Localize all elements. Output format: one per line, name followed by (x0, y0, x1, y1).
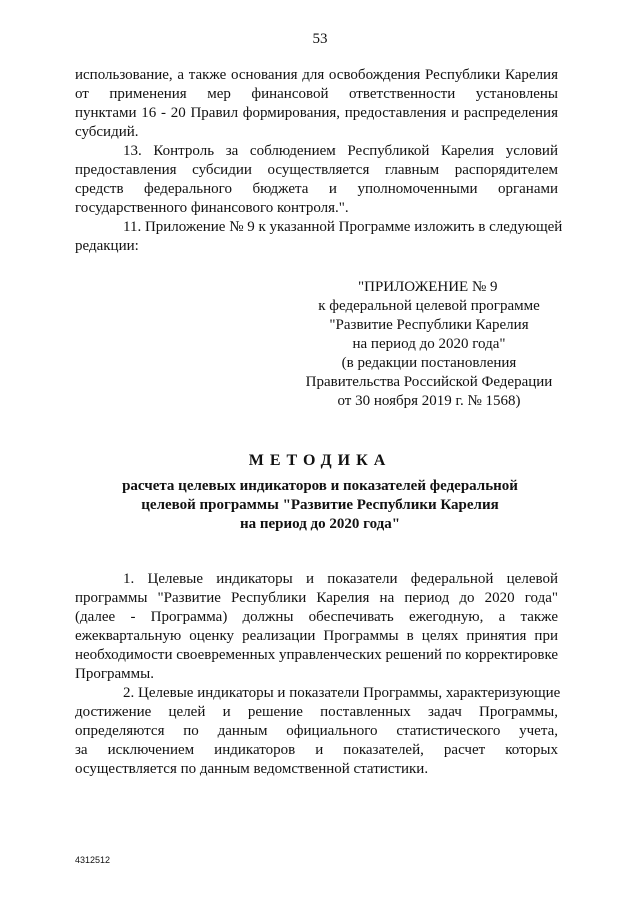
text-line: средств федерального бюджета и уполномоченными органами (75, 181, 558, 197)
text-line: предоставления субсидии осуществляется главным распорядителем (75, 162, 558, 178)
bottom-text-block (75, 570, 561, 779)
subtitle-line: на период до 2020 года" (239, 516, 401, 532)
method-subtitle (85, 477, 555, 534)
text-line: 2. Целевые индикаторы и показатели Программы, характеризующие (123, 685, 561, 701)
appendix-header (295, 278, 563, 411)
subtitle-line: расчета целевых индикаторов и показателей федеральной (122, 478, 518, 494)
text-line: программы "Развитие Республики Карелия на период до 2020 года" (75, 590, 558, 606)
method-title: МЕТОДИКА (248, 452, 392, 469)
text-line: 13. Контроль за соблюдением Республикой Карелия условий (123, 143, 558, 159)
text-line: редакции: (75, 238, 139, 254)
appendix-title: "ПРИЛОЖЕНИЕ № 9 (358, 279, 498, 295)
text-line: (далее - Программа) должны обеспечивать ежегодную, а также (75, 609, 558, 625)
text-line: определяются по данным официального статистического учета, (75, 723, 558, 739)
text-line: от применения мер финансовой ответственности установлены (75, 86, 558, 102)
text-line: за исключением индикаторов и показателей, расчет которых (75, 742, 558, 758)
appendix-line: Правительства Российской Федерации (305, 374, 553, 390)
appendix-line: к федеральной целевой программе (318, 298, 540, 314)
top-text-block (75, 66, 563, 256)
text-line: использование, а также основания для освобождения Республики Карелия (75, 67, 558, 83)
text-line: пунктами 16 - 20 Правил формирования, предоставления и распределения (75, 105, 558, 121)
appendix-line: "Развитие Республики Карелия (329, 317, 529, 333)
footer-code: 4312512 (75, 855, 111, 865)
text-line: 1. Целевые индикаторы и показатели федеральной целевой (123, 571, 558, 587)
text-line: необходимости своевременных управленческих решений по корректировке (75, 647, 559, 663)
text-line: субсидий. (75, 124, 139, 140)
text-line: государственного финансового контроля.". (75, 200, 349, 216)
text-line: 11. Приложение № 9 к указанной Программе изложить в следующей (123, 219, 563, 235)
appendix-line: (в редакции постановления (341, 355, 517, 371)
appendix-line: на период до 2020 года" (352, 336, 506, 352)
subtitle-line: целевой программы "Развитие Республики Карелия (141, 497, 499, 513)
page-number: 53 (312, 31, 328, 47)
text-line: Программы. (75, 666, 154, 682)
appendix-line: от 30 ноября 2019 г. № 1568) (337, 393, 521, 409)
text-line: осуществляется по данным ведомственной статистики. (75, 761, 429, 777)
text-line: достижение целей и решение поставленных задач Программы, (75, 704, 558, 720)
text-line: ежеквартальную оценку реализации Программы в целях принятия при (75, 628, 558, 644)
